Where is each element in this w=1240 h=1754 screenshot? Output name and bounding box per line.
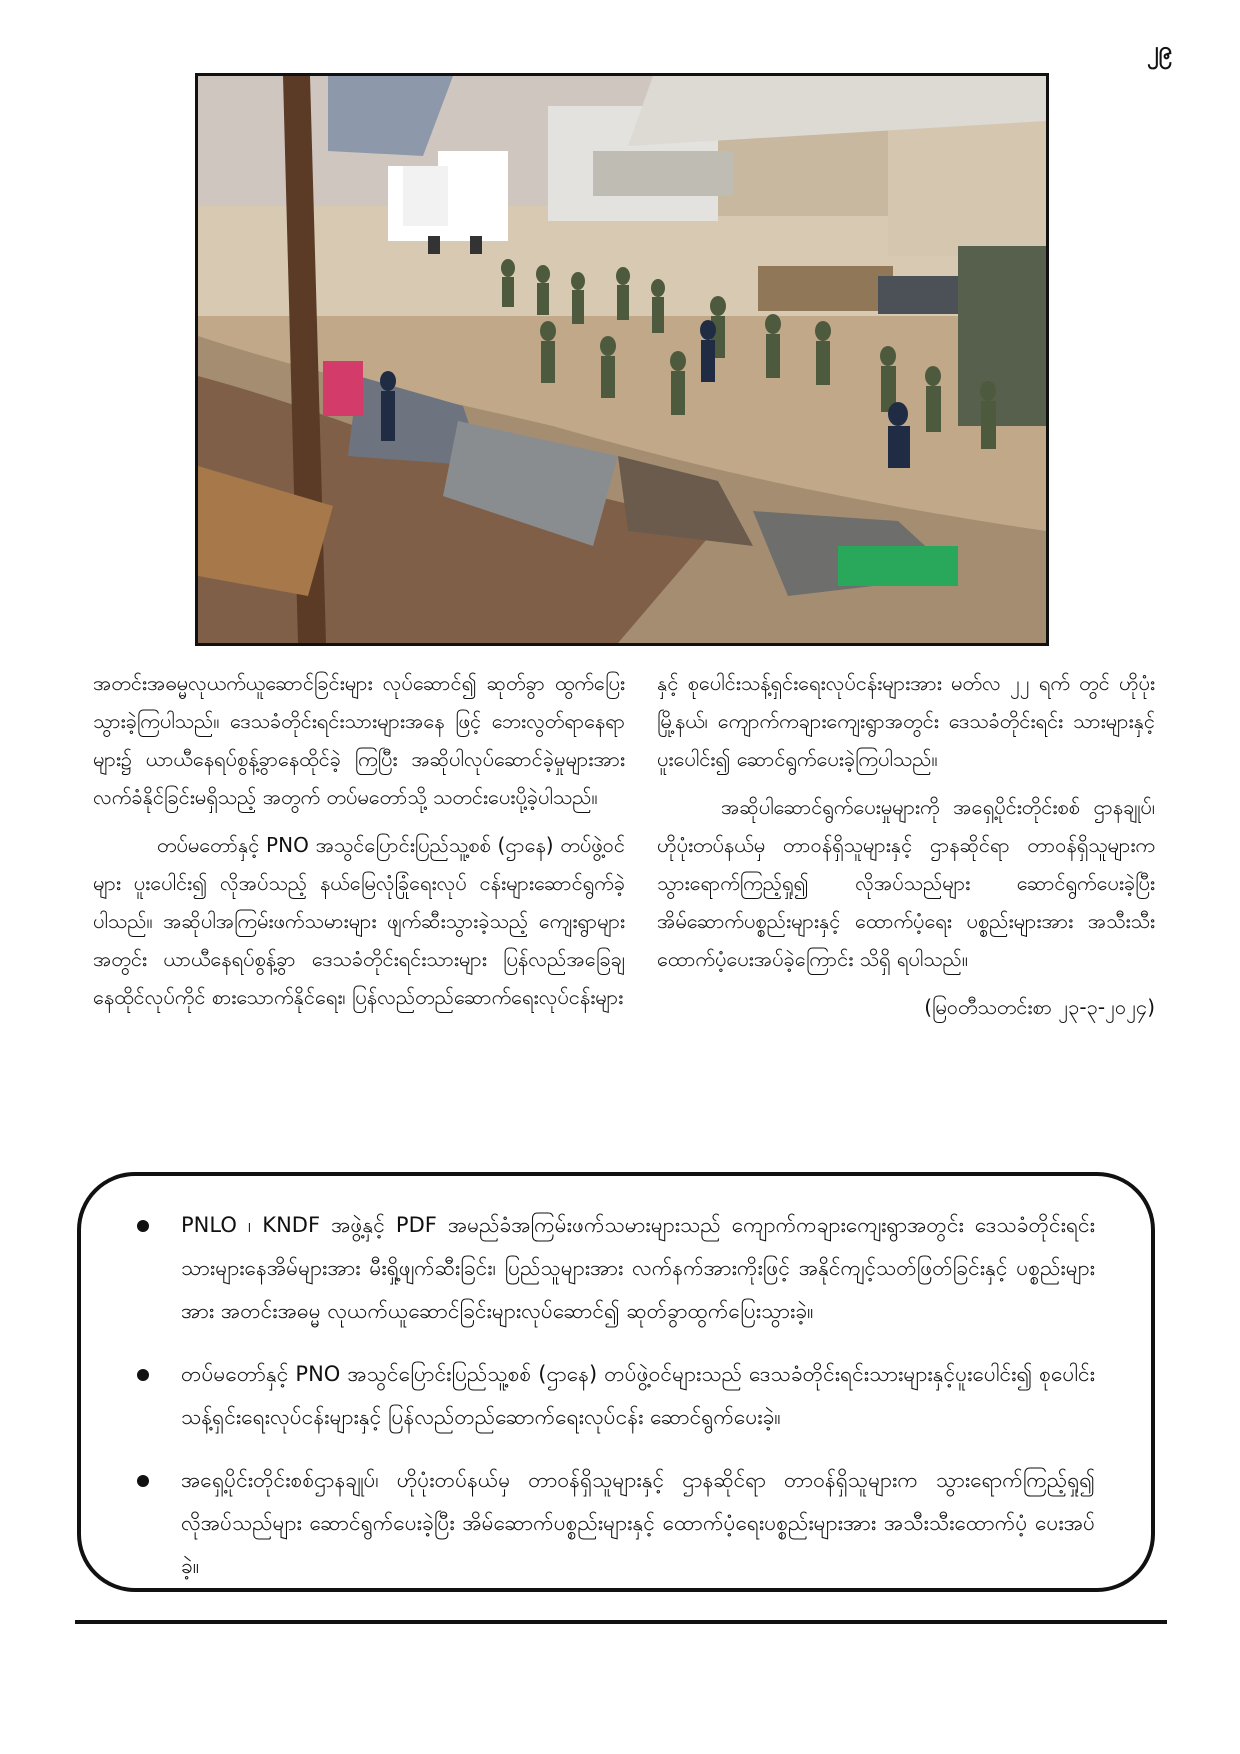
bullet-icon [137, 1475, 149, 1487]
military-activity-photo-icon [198, 76, 1046, 643]
summary-item [137, 1204, 1095, 1333]
footer-divider [75, 1620, 1167, 1624]
article-column-left [93, 664, 625, 1026]
news-photo [195, 73, 1049, 646]
summary-item [137, 1459, 1095, 1588]
article-paragraph: တပ်မတော်နှင့် PNO အသွင်ပြောင်းပြည်သူ့စစ် (ဌာနေ) တပ်ဖွဲ့ဝင်များ ပူးပေါင်း၍ လိုအပ်သည့် နယ်မြေလုံခြုံရေးလုပ် ငန်းများဆောင်ရွက်ခဲ့ပါသည်။ အဆိုပါအကြမ်းဖက်သမားများ ဖျက်ဆီးသွားခဲ့သည့် ကျေးရွာများအတွင်း ယာယီနေရပ်စွန့်ခွာ ဒေသခံတိုင်းရင်းသားများ ပြန်လည်အခြေချနေထိုင်လုပ်ကိုင် စားသောက်နိုင်ရေး၊ ပြန်လည်တည်ဆောက်ရေးလုပ်ငန်းများ [93, 833, 625, 1009]
summary-box [77, 1172, 1155, 1592]
article-column-right [657, 664, 1155, 1036]
page-number: ၂၉ [1146, 36, 1172, 64]
bullet-icon [137, 1220, 149, 1232]
summary-text: PNLO ၊ KNDF အဖွဲ့နှင့် PDF အမည်ခံအကြမ်းဖက်သမားများသည် ကျောက်ကချားကျေးရွာအတွင်း ဒေသခံတိုင်းရင်း သားများနေအိမ်များအား မီးရှို့ဖျက်ဆီးခြင်း၊ ပြည်သူများအား လက်နက်အားကိုးဖြင့် အနိုင်ကျင့်သတ်ဖြတ်ခြင်းနှင့် ပစ္စည်းများအား အတင်းအဓမ္မ လုယက်ယူဆောင်ခြင်းများလုပ်ဆောင်၍ ဆုတ်ခွာထွက်ပြေးသွားခဲ့။ [181, 1213, 1095, 1323]
summary-list [137, 1204, 1095, 1588]
summary-item [137, 1353, 1095, 1439]
bullet-icon [137, 1369, 149, 1381]
summary-text: အရှေ့ပိုင်းတိုင်းစစ်ဌာနချုပ်၊ ဟိုပုံးတပ်နယ်မှ တာဝန်ရှိသူများနှင့် ဌာနဆိုင်ရာ တာဝန်ရှိသူများက သွားရောက်ကြည့်ရှု၍ လိုအပ်သည်များ ဆောင်ရွက်ပေးခဲ့ပြီး အိမ်ဆောက်ပစ္စည်းများနှင့် ထောက်ပံ့ရေးပစ္စည်းများအား အသီးသီးထောက်ပံ့ ပေးအပ်ခဲ့။ [181, 1468, 1095, 1578]
article-paragraph: နှင့် စုပေါင်းသန့်ရှင်းရေးလုပ်ငန်းများအား မတ်လ ၂၂ ရက် တွင် ဟိုပုံးမြို့နယ်၊ ကျောက်ကချားကျေးရွာအတွင်း ဒေသခံတိုင်းရင်း သားများနှင့် ပူးပေါင်း၍ ဆောင်ရွက်ပေးခဲ့ကြပါသည်။ [657, 671, 1155, 771]
article-paragraph: အဆိုပါဆောင်ရွက်ပေးမှုများကို အရှေ့ပိုင်းတိုင်းစစ် ဌာနချုပ်၊ ဟိုပုံးတပ်နယ်မှ တာဝန်ရှိသူများနှင့် ဌာနဆိုင်ရာ တာဝန်ရှိသူများက သွားရောက်ကြည့်ရှု၍ လိုအပ်သည်များ ဆောင်ရွက်ပေးခဲ့ပြီး အိမ်ဆောက်ပစ္စည်းများနှင့် ထောက်ပံ့ရေး ပစ္စည်းများအား အသီးသီး ထောက်ပံ့ပေးအပ်ခဲ့ကြောင်း သိရှိ ရပါသည်။ [657, 795, 1155, 971]
article-paragraph: အတင်းအဓမ္မလုယက်ယူဆောင်ခြင်းများ လုပ်ဆောင်၍ ဆုတ်ခွာ ထွက်ပြေးသွားခဲ့ကြပါသည်။ ဒေသခံတိုင်းရင်းသားများအနေ ဖြင့် ဘေးလွတ်ရာနေရာများ၌ ယာယီနေရပ်စွန့်ခွာနေထိုင်ခဲ့ ကြပြီး အဆိုပါလုပ်ဆောင်ခဲ့မှုများအား လက်ခံနိုင်ခြင်းမရှိသည့် အတွက် တပ်မတော်သို့ သတင်းပေးပို့ခဲ့ပါသည်။ [93, 671, 625, 809]
article-source: (မြဝတီသတင်းစာ ၂၃-၃-၂၀၂၄) [924, 995, 1155, 1019]
summary-text: တပ်မတော်နှင့် PNO အသွင်ပြောင်းပြည်သူ့စစ် (ဌာနေ) တပ်ဖွဲ့ဝင်များသည် ဒေသခံတိုင်းရင်းသားများနှင့်ပူးပေါင်း၍ စုပေါင်းသန့်ရှင်းရေးလုပ်ငန်းများနှင့် ပြန်လည်တည်ဆောက်ရေးလုပ်ငန်း ဆောင်ရွက်ပေးခဲ့။ [181, 1362, 1095, 1429]
